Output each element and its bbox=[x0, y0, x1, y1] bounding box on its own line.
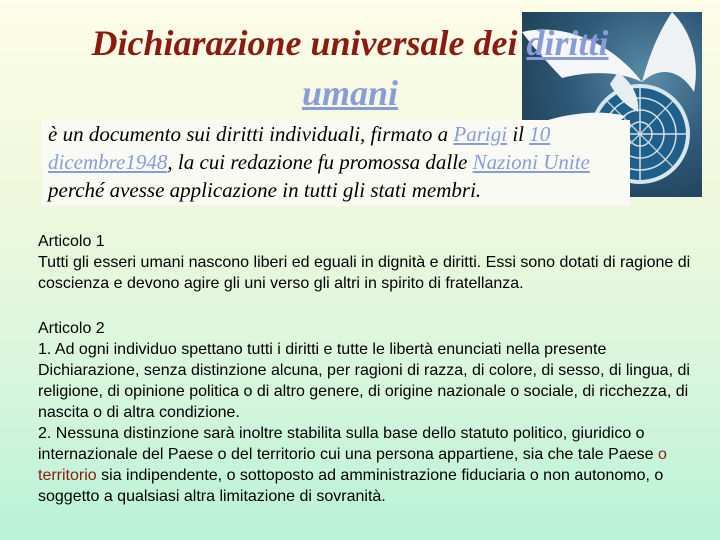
intro-text-3: , la cui redazione fu promossa dalle bbox=[167, 150, 473, 174]
article-2-heading: Articolo 2 bbox=[38, 320, 105, 337]
article-1-text: Tutti gli esseri umani nascono liberi ed eguali in dignità e diritti. Essi sono dotati di ragione di coscienza e devono agire gli uni verso gli altri in spirito di fratellanza. bbox=[38, 254, 691, 292]
intro-paragraph bbox=[48, 120, 648, 204]
page-title bbox=[30, 18, 670, 118]
article-1 bbox=[38, 231, 698, 294]
article-2-paragraph-1: 1. Ad ogni individuo spettano tutti i diritti e tutte le libertà enunciati nella presente Dichiarazione, senza distinzione alcuna, per ragioni di razza, di colore, di sesso, di lingua, di religione, di opinione politica o di altro genere, di origine nazionale o sociale, di ricchezza, di nascita o di altra condizione. bbox=[38, 341, 690, 421]
intro-text-2: il bbox=[507, 122, 530, 146]
link-umani[interactable]: umani bbox=[301, 73, 399, 113]
intro-text-4: perché avesse applicazione in tutti gli stati membri. bbox=[48, 178, 482, 202]
link-parigi[interactable]: Parigi bbox=[453, 122, 508, 146]
intro-text-1: è un documento sui diritti individuali, firmato a bbox=[48, 122, 454, 146]
link-nazioni-unite[interactable]: Nazioni Unite bbox=[472, 150, 590, 174]
link-date[interactable]: 10 dicembre1948 bbox=[48, 122, 551, 174]
link-diritti[interactable]: diritti bbox=[526, 23, 609, 63]
title-text: Dichiarazione universale dei bbox=[91, 23, 527, 63]
article-1-heading: Articolo 1 bbox=[38, 233, 105, 250]
article-2-paragraph-2a: 2. Nessuna distinzione sarà inoltre stabilita sulla base dello statuto politico, giuridico o internazionale del Paese o del territorio cui una persona appartiene, sia che tale Paese bbox=[38, 425, 658, 463]
article-2 bbox=[38, 318, 698, 507]
article-2-highlight: o territorio bbox=[38, 446, 667, 484]
article-2-paragraph-2b: sia indipendente, o sottoposto ad amministrazione fiduciaria o non autonomo, o soggetto a qualsiasi altra limitazione di sovranità. bbox=[38, 467, 664, 505]
